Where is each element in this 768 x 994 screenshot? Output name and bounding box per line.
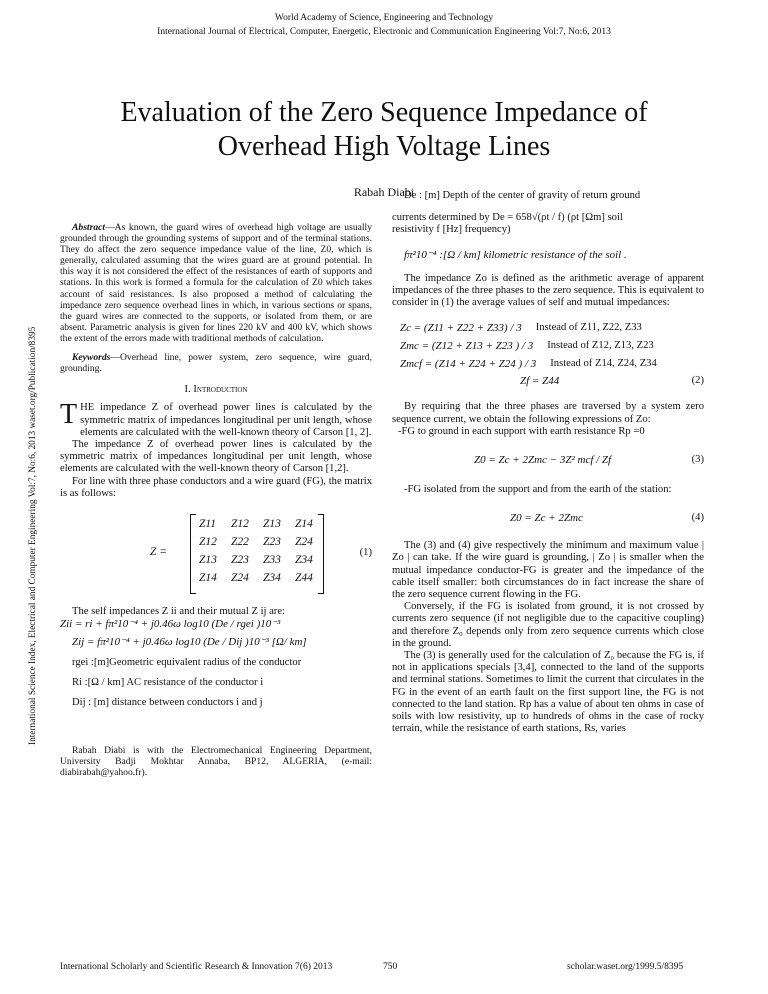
matrix-cell: Z13 xyxy=(263,518,281,531)
equation-zc: Zc = (Z11 + Z22 + Z33) / 3 xyxy=(400,322,522,335)
left-column xyxy=(60,222,372,778)
de-formula-note: resistivity f [Hz] frequency) xyxy=(392,224,511,236)
title-line-2: Overhead High Voltage Lines xyxy=(217,131,551,162)
equation-zij: Zij = fπ²10⁻⁴ + j0.46ω log10 (De / Dij )10⁻³ [Ω/ km] xyxy=(72,636,307,649)
equation-number: (2) xyxy=(691,375,704,387)
equations-2 xyxy=(392,319,704,391)
keywords xyxy=(60,352,372,374)
discussion-paragraph-3: The (3) is generally used for the calculation of Z₀ because the FG is, if not in applications specials [3,4], connected to the land of the supports and terminal stations. Sometimes to limit the current that circulates in the FG in the event of an earth fault on the first support line, the FG is not connected to the land station. Rp has a value of about ten ohms in case of soils with low resistivity, up to hundreds of ohms in the case of rocky terrain, while the resistance of earth stations, Rs, varies xyxy=(392,650,704,735)
intro-paragraph-3: For line with three phase conductors and a wire guard (FG), the matrix is as follows: xyxy=(60,475,372,499)
requiring-paragraph: By requiring that the three phases are traversed by a system zero sequence current, we obtain the following expressions of Zo: xyxy=(392,401,704,425)
matrix-cell: Z22 xyxy=(231,536,249,549)
journal-info: International Journal of Electrical, Computer, Energetic, Electronic and Communication Engineering Vol:7, No:6, 2013 xyxy=(157,27,611,37)
equation-zmcf: Zmcf = (Z14 + Z24 + Z24 ) / 3 xyxy=(400,358,537,371)
matrix-cell: Z12 xyxy=(231,518,249,531)
equation-4-row xyxy=(392,510,704,528)
discussion xyxy=(392,540,704,735)
equation-number: (3) xyxy=(691,454,704,466)
paper-title xyxy=(60,96,708,164)
fg-isolated-case: -FG isolated from the support and from the earth of the station: xyxy=(404,484,672,496)
title-line-1: Evaluation of the Zero Sequence Impedance of xyxy=(120,97,648,128)
footer-url[interactable]: scholar.waset.org/1999.5/8395 xyxy=(567,962,684,972)
impedance-matrix xyxy=(150,514,372,594)
equation-zmc: Zmc = (Z12 + Z13 + Z23 ) / 3 xyxy=(400,340,534,353)
abstract-label: Abstract xyxy=(72,222,106,233)
matrix-cell: Z24 xyxy=(295,536,313,549)
matrix-cell: Z24 xyxy=(231,572,249,585)
keywords-text: —Overhead line, power system, zero sequence, wire guard, grounding. xyxy=(60,352,372,375)
dij-definition: Dij : [m] distance between conductors i and j xyxy=(72,697,263,709)
equation-number: (1) xyxy=(359,547,372,559)
matrix-cell: Z33 xyxy=(263,554,281,567)
introduction xyxy=(60,399,372,500)
zmc-note: Instead of Z12, Z13, Z23 xyxy=(547,340,654,352)
rgei-definition: rgei :[m]Geometric equivalent radius of the conductor xyxy=(72,656,302,668)
de-definition: De : [m] Depth of the center of gravity of return ground xyxy=(404,190,641,201)
section-heading: I. Introduction xyxy=(184,384,248,396)
footer-publisher: International Scholarly and Scientific Research & Innovation 7(6) 2013 xyxy=(60,962,333,972)
ri-definition: Ri :[Ω / km] AC resistance of the conductor i xyxy=(72,676,264,688)
equation-3: Z0 = Zc + 2Zmc − 3Z² mcf / Zf xyxy=(474,454,612,467)
equation-zf: Zf = Z44 xyxy=(520,375,560,388)
author: Rabah Diabi xyxy=(353,185,415,199)
matrix-lhs: Z = xyxy=(150,546,168,559)
equation-3-row xyxy=(392,452,704,470)
abstract-text: —As known, the guard wires of overhead high voltage are usually grounded through the grounding systems of support and of the terminal stations. They do affect the zero sequence impedance value of the line, Z0, which is generally, calculated assuming that the wires guard are at ground potential. In this way it is not considered the effect of the resistances of earth of supports and stations. In this work is formed a formula for the calculation of Z0 which takes account of said resistances. Is also proposed a method of calculating the impedance zero sequence overhead lines in which, in various sections or spans, the guard wires are connected to the supports, or isolated from them, or are absent. Parametric analysis is given for lines 220 kV and 400 kV, which shows the extent of the errors made with traditional methods of calculation. xyxy=(60,222,372,344)
footnote xyxy=(60,745,372,778)
matrix-brackets xyxy=(190,514,324,594)
author-footnote: Rabah Diabi is with the Electromechanical Engineering Department, University Badji Mokhtar Annaba, BP12, ALGERIA, (e-mail: diabirabah@yahoo.fr). xyxy=(60,745,372,779)
matrix-cell: Z34 xyxy=(263,572,281,585)
intro-paragraph-1: HE impedance Z of overhead power lines is calculated by the symmetric matrix of impedances longitudinal per unit length, whose elements are calculated with the well-known theory of Carson [1, 2]. xyxy=(80,402,372,438)
matrix-cell: Z23 xyxy=(231,554,249,567)
matrix-cell: Z12 xyxy=(199,536,217,549)
equation-zii: Zii = ri + fπ²10⁻⁴ + j0.46ω log10 (De / rgei )10⁻³ xyxy=(60,618,281,631)
keywords-label: Keywords xyxy=(72,352,111,364)
soil-resistance: fπ²10⁻⁴ :[Ω / km] kilometric resistance of the soil . xyxy=(404,248,627,261)
self-impedances xyxy=(60,606,372,709)
matrix-cell: Z44 xyxy=(295,572,313,585)
page-number: 750 xyxy=(383,962,398,972)
intro-paragraph-2: The impedance Z of overhead power lines is calculated by the symmetric matrix of impedances longitudinal per unit length, whose elements are calculated with the well-known theory of Carson [1,2]. xyxy=(60,439,372,475)
matrix-cell: Z14 xyxy=(199,572,217,585)
zmcf-note: Instead of Z14, Z24, Z34 xyxy=(550,358,657,370)
discussion-paragraph-2: Conversely, if the FG is isolated from ground, it is not crossed by currents zero sequence (if not negligible due to the capacitive coupling) and therefore Z₀ depends only from zero sequence currents which close in the ground. xyxy=(392,601,704,649)
right-column xyxy=(392,190,704,735)
equation-4: Z0 = Zc + 2Zmc xyxy=(510,512,583,525)
discussion-paragraph-1: The (3) and (4) give respectively the minimum and maximum value | Zo | can take. If the wire guard is grounding, | Zo | is smaller when the mutual impedance conductor-FG is greater and the impedance of the cable itself smaller: both circumstances do in fact increase the share of the zero sequence current flowing in the FG. xyxy=(392,540,704,601)
matrix-cell: Z13 xyxy=(199,554,217,567)
matrix-cell: Z34 xyxy=(295,554,313,567)
self-impedance-intro: The self impedances Z ii and their mutual Z ij are: xyxy=(72,606,285,618)
abstract xyxy=(60,222,372,344)
drop-cap: T xyxy=(60,399,78,431)
impedance-paragraph: The impedance Zo is defined as the arithmetic average of apparent impedances of the three phases to the zero sequence. This is equivalent to consider in (1) the average values of self and mutual impedances: xyxy=(392,272,704,309)
de-formula: currents determined by De = 658√(ρt / f) (ρt [Ωm] soil xyxy=(392,212,623,224)
equation-number: (4) xyxy=(691,512,704,524)
fg-ground-case: -FG to ground in each support with earth resistance Rp =0 xyxy=(398,425,645,437)
journal-name: World Academy of Science, Engineering and Technology xyxy=(274,13,494,23)
matrix-cell: Z14 xyxy=(295,518,313,531)
zc-note: Instead of Z11, Z22, Z33 xyxy=(535,322,642,334)
matrix-cell: Z11 xyxy=(199,518,217,531)
matrix-cell: Z23 xyxy=(263,536,281,549)
sidebar-citation: International Science Index, Electrical and Computer Engineering Vol:7, No:6, 2013 waset.org/Publication/8395 xyxy=(28,326,38,745)
